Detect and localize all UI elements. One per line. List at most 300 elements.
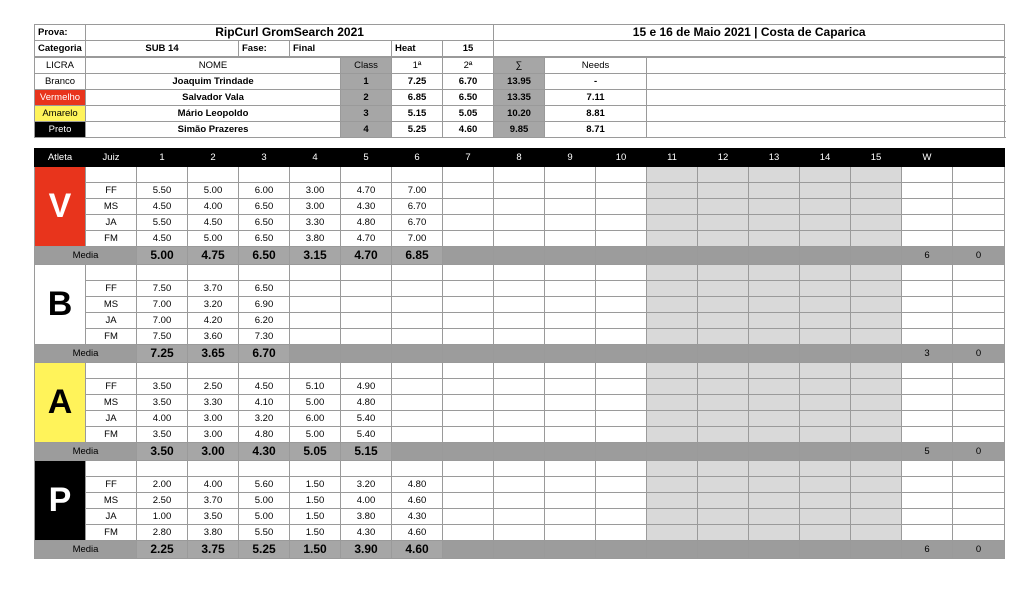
judge-initials: MS	[86, 395, 137, 411]
wave-number-header: 4	[290, 149, 341, 167]
judge-initials: FF	[86, 183, 137, 199]
wave-number-header: 14	[800, 149, 851, 167]
judge-score-row	[35, 379, 1005, 395]
judge-wave-score	[341, 329, 392, 345]
wave-average: 2.25	[137, 541, 188, 559]
media-row	[35, 541, 1005, 559]
judge-wave-score	[494, 427, 545, 443]
judge-wave-score	[800, 231, 851, 247]
judge-wave-score: 6.00	[239, 183, 290, 199]
judge-initials: JA	[86, 313, 137, 329]
judge-wave-score: 1.00	[137, 509, 188, 525]
atleta-header: Atleta	[35, 149, 86, 167]
judge-wave-score: 4.80	[341, 395, 392, 411]
judge-wave-score	[647, 509, 698, 525]
wave-average: 5.05	[290, 443, 341, 461]
judge-score-row	[35, 427, 1005, 443]
judge-wave-score	[443, 329, 494, 345]
wave-average	[290, 345, 341, 363]
summary-row	[35, 74, 1005, 90]
wave-average	[494, 541, 545, 559]
best-wave-1: 6.85	[392, 90, 443, 106]
wave-average	[443, 247, 494, 265]
wave-number-header: 6	[392, 149, 443, 167]
judge-wave-score: 3.30	[290, 215, 341, 231]
judge-wave-score	[545, 477, 596, 493]
juiz-header: Juiz	[86, 149, 137, 167]
judge-score-row	[35, 411, 1005, 427]
wave-average: 6.70	[239, 345, 290, 363]
judge-wave-score	[851, 329, 902, 345]
judge-wave-score	[443, 297, 494, 313]
judge-wave-score	[290, 313, 341, 329]
best-wave-1: 7.25	[392, 74, 443, 90]
judge-wave-score	[392, 411, 443, 427]
judge-score-row	[35, 329, 1005, 345]
categoria-label: Categoria	[35, 41, 86, 57]
extra-count: 0	[953, 541, 1005, 559]
athlete-name: Simão Prazeres	[86, 122, 341, 138]
judge-wave-score: 1.50	[290, 493, 341, 509]
judge-wave-score: 4.80	[239, 427, 290, 443]
wave-average	[851, 345, 902, 363]
judge-initials: FM	[86, 231, 137, 247]
judge-initials: FM	[86, 525, 137, 541]
wave-number-header: 12	[698, 149, 749, 167]
wave-number-header: 2	[188, 149, 239, 167]
class-value: 4	[341, 122, 392, 138]
wave-number-header: 5	[341, 149, 392, 167]
judge-wave-score	[851, 493, 902, 509]
wave-average	[647, 345, 698, 363]
wave-average	[647, 541, 698, 559]
judge-wave-score	[392, 395, 443, 411]
licra-header: LICRA	[35, 58, 86, 74]
judge-wave-score: 4.50	[239, 379, 290, 395]
judge-wave-score	[545, 215, 596, 231]
judge-initials: MS	[86, 297, 137, 313]
extra-count: 0	[953, 247, 1005, 265]
judge-wave-score	[698, 379, 749, 395]
judge-wave-score	[443, 231, 494, 247]
waves-count: 6	[902, 247, 953, 265]
scores-grid	[34, 148, 1005, 559]
judge-score-row	[35, 183, 1005, 199]
media-label: Media	[35, 541, 137, 559]
media-label: Media	[35, 345, 137, 363]
judge-wave-score	[851, 183, 902, 199]
judge-wave-score	[800, 525, 851, 541]
judge-wave-score: 3.50	[137, 379, 188, 395]
wave-number-header: 8	[494, 149, 545, 167]
judge-wave-score	[851, 313, 902, 329]
class-value: 1	[341, 74, 392, 90]
wave-average	[851, 541, 902, 559]
wave-average	[596, 443, 647, 461]
needs-value: 8.71	[545, 122, 647, 138]
judge-wave-score	[443, 281, 494, 297]
judge-wave-score	[494, 281, 545, 297]
nome-header: NOME	[86, 58, 341, 74]
judge-wave-score	[392, 281, 443, 297]
judge-wave-score: 5.50	[137, 215, 188, 231]
wave-average: 7.25	[137, 345, 188, 363]
summary-row	[35, 90, 1005, 106]
wave-average	[800, 541, 851, 559]
athlete-name: Mário Leopoldo	[86, 106, 341, 122]
judge-wave-score: 4.50	[137, 199, 188, 215]
judge-wave-score	[494, 313, 545, 329]
judge-wave-score: 4.20	[188, 313, 239, 329]
judge-wave-score	[494, 199, 545, 215]
wave-average: 6.50	[239, 247, 290, 265]
needs-value: -	[545, 74, 647, 90]
judge-wave-score	[392, 297, 443, 313]
judge-wave-score	[749, 411, 800, 427]
judge-wave-score: 1.50	[290, 525, 341, 541]
judge-wave-score	[545, 231, 596, 247]
wave-average: 3.65	[188, 345, 239, 363]
judge-wave-score: 3.50	[137, 395, 188, 411]
wave-average	[341, 345, 392, 363]
wave-average	[749, 345, 800, 363]
judge-wave-score	[851, 525, 902, 541]
judge-wave-score	[647, 411, 698, 427]
judge-wave-score	[800, 183, 851, 199]
judge-initials: FM	[86, 427, 137, 443]
media-row	[35, 443, 1005, 461]
judge-wave-score: 3.80	[290, 231, 341, 247]
judge-initials: JA	[86, 411, 137, 427]
wave-number-header: 9	[545, 149, 596, 167]
judge-wave-score	[647, 231, 698, 247]
judge-wave-score	[596, 313, 647, 329]
judge-wave-score	[596, 395, 647, 411]
waves-count: 3	[902, 345, 953, 363]
judge-score-row	[35, 281, 1005, 297]
judge-wave-score: 3.50	[188, 509, 239, 525]
judge-wave-score	[596, 297, 647, 313]
judge-wave-score: 3.00	[188, 411, 239, 427]
licra-swatch: Amarelo	[35, 106, 86, 122]
judge-wave-score: 6.50	[239, 281, 290, 297]
judge-wave-score	[545, 395, 596, 411]
judge-wave-score: 5.40	[341, 411, 392, 427]
judge-wave-score	[851, 231, 902, 247]
judge-initials: MS	[86, 199, 137, 215]
heat-info-table	[34, 24, 1005, 57]
athlete-letter: A	[35, 363, 86, 443]
judge-wave-score	[494, 329, 545, 345]
judge-wave-score: 7.00	[392, 183, 443, 199]
judge-wave-score: 6.50	[239, 215, 290, 231]
judge-wave-score	[596, 215, 647, 231]
judge-wave-score	[749, 427, 800, 443]
judge-wave-score	[596, 199, 647, 215]
judge-wave-score	[545, 411, 596, 427]
judge-wave-score	[851, 199, 902, 215]
judge-wave-score	[392, 329, 443, 345]
judge-wave-score: 3.50	[137, 427, 188, 443]
judge-wave-score: 5.00	[239, 493, 290, 509]
judge-wave-score: 3.20	[188, 297, 239, 313]
needs-value: 7.11	[545, 90, 647, 106]
judge-wave-score: 7.00	[392, 231, 443, 247]
judge-wave-score: 4.60	[392, 525, 443, 541]
wave-average	[392, 345, 443, 363]
judge-wave-score	[596, 379, 647, 395]
judge-wave-score	[800, 379, 851, 395]
judge-wave-score	[749, 329, 800, 345]
judge-initials: JA	[86, 509, 137, 525]
judge-wave-score	[392, 379, 443, 395]
judge-wave-score	[443, 509, 494, 525]
judge-wave-score: 3.70	[188, 493, 239, 509]
judge-wave-score	[647, 313, 698, 329]
best-wave-2: 5.05	[443, 106, 494, 122]
judge-wave-score: 3.20	[341, 477, 392, 493]
judge-wave-score	[443, 313, 494, 329]
judge-wave-score	[749, 231, 800, 247]
judge-wave-score	[749, 509, 800, 525]
judge-wave-score: 1.50	[290, 509, 341, 525]
judge-wave-score	[851, 427, 902, 443]
judge-wave-score: 5.00	[290, 427, 341, 443]
judge-wave-score	[851, 509, 902, 525]
judge-wave-score	[647, 379, 698, 395]
judge-wave-score	[800, 509, 851, 525]
total-score: 13.95	[494, 74, 545, 90]
wave-average	[749, 247, 800, 265]
judge-wave-score	[851, 215, 902, 231]
judge-wave-score	[698, 215, 749, 231]
judge-score-row	[35, 509, 1005, 525]
summary-row	[35, 122, 1005, 138]
judge-wave-score	[341, 281, 392, 297]
judge-wave-score	[443, 215, 494, 231]
waves-count-header: W	[902, 149, 953, 167]
judge-wave-score: 5.40	[341, 427, 392, 443]
judge-wave-score: 5.50	[239, 525, 290, 541]
judge-wave-score	[800, 427, 851, 443]
judge-wave-score	[749, 183, 800, 199]
judge-wave-score	[698, 231, 749, 247]
wave-number-header: 11	[647, 149, 698, 167]
wave-average	[545, 541, 596, 559]
judge-wave-score	[647, 183, 698, 199]
judge-wave-score	[545, 509, 596, 525]
judge-initials: FF	[86, 281, 137, 297]
judge-wave-score: 4.30	[341, 525, 392, 541]
judge-wave-score: 4.50	[188, 215, 239, 231]
wave-average	[749, 541, 800, 559]
wave-average: 3.00	[188, 443, 239, 461]
judge-wave-score	[290, 297, 341, 313]
judge-wave-score	[647, 477, 698, 493]
judge-wave-score: 4.80	[341, 215, 392, 231]
extra-count: 0	[953, 345, 1005, 363]
judge-wave-score	[698, 525, 749, 541]
judge-wave-score: 6.70	[392, 215, 443, 231]
judge-wave-score	[698, 411, 749, 427]
wave-average	[443, 443, 494, 461]
judge-wave-score	[596, 427, 647, 443]
judge-wave-score: 4.00	[137, 411, 188, 427]
judge-wave-score	[341, 313, 392, 329]
judge-wave-score: 7.00	[137, 297, 188, 313]
judge-wave-score	[545, 379, 596, 395]
heat-label: Heat	[392, 41, 443, 57]
athlete-letter: B	[35, 265, 86, 345]
judge-wave-score	[494, 215, 545, 231]
judge-wave-score	[494, 525, 545, 541]
judge-wave-score	[494, 395, 545, 411]
judge-wave-score: 4.90	[341, 379, 392, 395]
judge-wave-score	[749, 281, 800, 297]
judge-wave-score	[800, 199, 851, 215]
judge-wave-score	[443, 477, 494, 493]
judge-wave-score	[800, 493, 851, 509]
judge-wave-score	[800, 477, 851, 493]
judge-wave-score	[749, 525, 800, 541]
judge-wave-score: 6.50	[239, 199, 290, 215]
fase-value: Final	[290, 41, 392, 57]
judge-wave-score	[494, 477, 545, 493]
best-wave-2: 6.50	[443, 90, 494, 106]
judge-wave-score: 4.30	[341, 199, 392, 215]
wave-average	[494, 345, 545, 363]
judge-wave-score	[851, 477, 902, 493]
wave-average	[851, 443, 902, 461]
media-label: Media	[35, 443, 137, 461]
judge-wave-score	[494, 231, 545, 247]
wave-average	[647, 443, 698, 461]
wave-average: 3.50	[137, 443, 188, 461]
judge-wave-score	[392, 427, 443, 443]
wave-average	[392, 443, 443, 461]
media-row	[35, 345, 1005, 363]
waves-count: 6	[902, 541, 953, 559]
class-value: 2	[341, 90, 392, 106]
judge-wave-score: 4.60	[392, 493, 443, 509]
judge-wave-score	[494, 509, 545, 525]
wave-average	[545, 247, 596, 265]
needs-header: Needs	[545, 58, 647, 74]
judge-wave-score: 5.10	[290, 379, 341, 395]
wave-number-header: 15	[851, 149, 902, 167]
judge-wave-score	[443, 199, 494, 215]
judge-wave-score	[800, 297, 851, 313]
extra-count: 0	[953, 443, 1005, 461]
judge-wave-score: 1.50	[290, 477, 341, 493]
judge-score-row	[35, 395, 1005, 411]
judge-wave-score	[596, 231, 647, 247]
judge-wave-score: 3.00	[188, 427, 239, 443]
judge-wave-score	[749, 379, 800, 395]
judge-wave-score: 7.50	[137, 281, 188, 297]
judge-score-row	[35, 199, 1005, 215]
judge-wave-score	[545, 493, 596, 509]
judge-wave-score	[698, 183, 749, 199]
judge-score-row	[35, 525, 1005, 541]
judge-wave-score: 4.50	[137, 231, 188, 247]
judge-wave-score	[698, 329, 749, 345]
judge-wave-score	[698, 199, 749, 215]
judge-wave-score	[851, 395, 902, 411]
wave-number-header: 3	[239, 149, 290, 167]
judge-wave-score	[749, 477, 800, 493]
heat-value: 15	[443, 41, 494, 57]
waves-count: 5	[902, 443, 953, 461]
judge-wave-score	[494, 183, 545, 199]
judge-wave-score	[443, 411, 494, 427]
judge-wave-score	[443, 379, 494, 395]
judge-score-row	[35, 297, 1005, 313]
sum-header: ∑	[494, 58, 545, 74]
judge-wave-score	[800, 215, 851, 231]
wave-average: 5.00	[137, 247, 188, 265]
wave-number-header: 7	[443, 149, 494, 167]
judge-wave-score	[596, 183, 647, 199]
wave-average	[800, 247, 851, 265]
judge-wave-score	[545, 329, 596, 345]
athlete-name: Joaquim Trindade	[86, 74, 341, 90]
judge-wave-score: 5.00	[239, 509, 290, 525]
summary-table	[34, 57, 1005, 138]
judge-wave-score: 4.00	[188, 477, 239, 493]
wave-number-header: 13	[749, 149, 800, 167]
wave-average: 1.50	[290, 541, 341, 559]
judge-wave-score: 5.00	[290, 395, 341, 411]
judge-wave-score: 4.80	[392, 477, 443, 493]
judge-initials: MS	[86, 493, 137, 509]
judge-wave-score	[494, 379, 545, 395]
best-wave-1: 5.15	[392, 106, 443, 122]
judge-wave-score	[290, 281, 341, 297]
judge-wave-score: 3.20	[239, 411, 290, 427]
judge-wave-score: 6.90	[239, 297, 290, 313]
judge-score-row	[35, 313, 1005, 329]
judge-wave-score: 7.00	[137, 313, 188, 329]
wave-average: 4.75	[188, 247, 239, 265]
wave-average	[698, 443, 749, 461]
judge-wave-score	[596, 329, 647, 345]
judge-wave-score	[800, 411, 851, 427]
judge-wave-score	[596, 477, 647, 493]
judge-wave-score	[698, 313, 749, 329]
wave-average	[545, 345, 596, 363]
judge-score-row	[35, 231, 1005, 247]
wave-average	[443, 345, 494, 363]
judge-wave-score	[443, 427, 494, 443]
judge-wave-score: 4.70	[341, 231, 392, 247]
judge-wave-score: 6.50	[239, 231, 290, 247]
wave-average: 4.70	[341, 247, 392, 265]
athlete-blank-row	[35, 265, 1005, 281]
prova-label: Prova:	[35, 25, 86, 41]
wave1-header: 1ª	[392, 58, 443, 74]
judge-wave-score	[494, 493, 545, 509]
total-score: 10.20	[494, 106, 545, 122]
judge-wave-score	[545, 297, 596, 313]
judge-initials: FF	[86, 379, 137, 395]
media-label: Media	[35, 247, 137, 265]
wave2-header: 2ª	[443, 58, 494, 74]
categoria-value: SUB 14	[86, 41, 239, 57]
judge-wave-score	[800, 395, 851, 411]
judge-wave-score	[698, 493, 749, 509]
wave-number-header: 10	[596, 149, 647, 167]
